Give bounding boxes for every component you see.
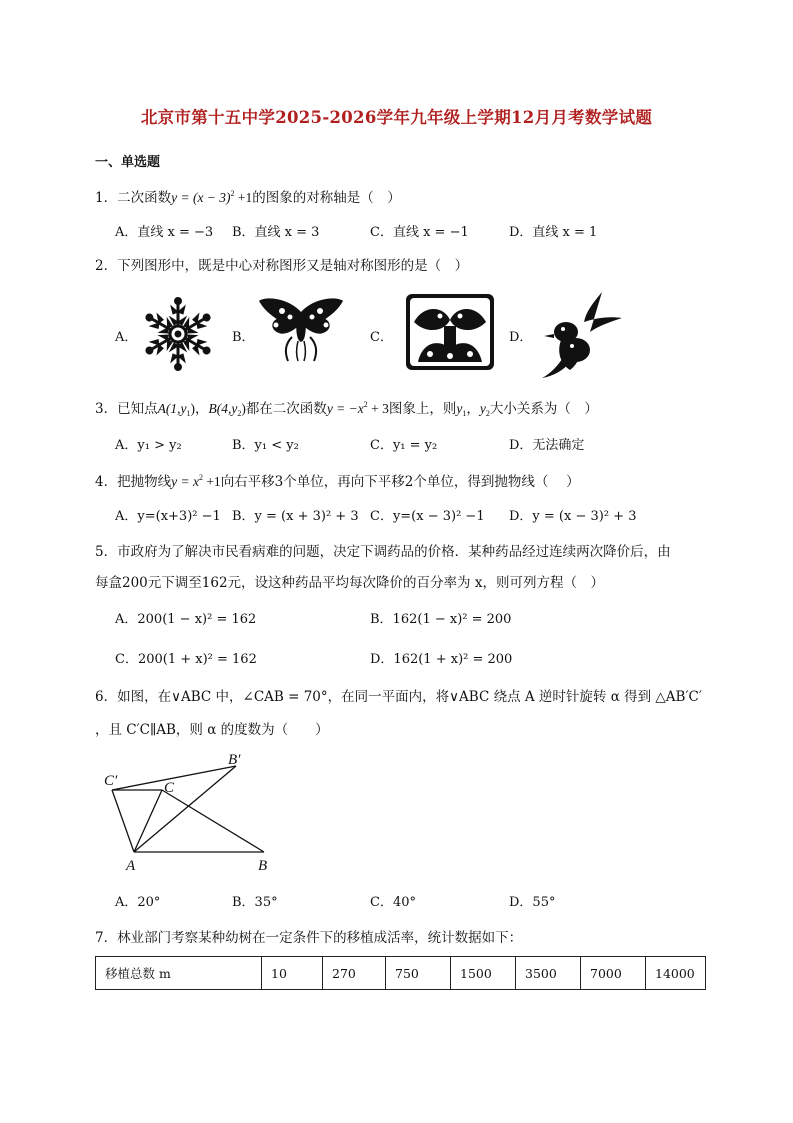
segment-ac-prime	[112, 790, 134, 852]
q1-option-d[interactable]: D．直线 x = 1	[509, 225, 598, 240]
q3-sep: ，	[466, 401, 480, 417]
table-row	[96, 957, 706, 990]
q3-option-c[interactable]: C．y₁ = y₂	[370, 438, 438, 453]
q3-point-b-sub: 2	[237, 409, 242, 418]
q3-then: 图象上，则	[388, 401, 457, 417]
q1-prefix: 1．二次函数	[95, 190, 172, 206]
table-header-cell: 移植总数 m	[96, 957, 262, 990]
q1-suffix: 的图象的对称轴是（ ）	[252, 190, 401, 206]
q3-exponent: 2	[363, 400, 368, 409]
q4-option-d[interactable]: D．y = (x − 3)² + 3	[509, 509, 637, 524]
q3-equation-tail: + 3	[367, 401, 389, 416]
question-3: 3．已知点$A(1,y_1)$，$B(4,y_2)$都在二次函数$y = -x^2 + 3$图象上，则$y_1$，$y_2$大小关系为（ ）	[95, 400, 598, 418]
q3-y2-sub: 2	[485, 409, 490, 418]
q2-option-d[interactable]: D．	[509, 330, 533, 345]
question-1	[95, 186, 401, 206]
question-5-line-1: 5．市政府为了解决市民看病难的问题，决定下调药品的价格．某种药品经过连续两次降价后，由	[95, 544, 671, 560]
q3-equation: y = −x	[326, 401, 364, 416]
q1-equation-tail: +1	[234, 190, 253, 205]
q4-option-b[interactable]: B．y = (x + 3)² + 3	[232, 509, 359, 524]
q3-middle: 都在二次函数	[245, 401, 327, 417]
section-heading: 一、单选题	[95, 155, 161, 170]
label-a: A	[126, 858, 136, 874]
q4-option-c[interactable]: C．y=(x − 3)² −1	[370, 509, 485, 524]
q6-option-b[interactable]: B．35°	[232, 895, 278, 910]
butterfly-papercut-image	[258, 295, 344, 367]
q3-option-a[interactable]: A．y₁ > y₂	[115, 438, 182, 453]
q6-option-a[interactable]: A．20°	[115, 895, 161, 910]
table-cell: 1500	[451, 957, 516, 990]
q1-option-c[interactable]: C．直线 x = −1	[370, 225, 469, 240]
label-c: C	[164, 780, 175, 796]
label-b-prime: B′	[228, 752, 241, 768]
q3-option-b[interactable]: B．y₁ < y₂	[232, 438, 299, 453]
survival-rate-table	[95, 956, 706, 990]
table-cell: 7000	[581, 957, 646, 990]
q4-equation-tail: +1	[202, 474, 221, 489]
q4-exponent: 2	[198, 473, 203, 482]
q6-option-c[interactable]: C．40°	[370, 895, 416, 910]
q3-prefix: 3．已知点	[95, 401, 158, 417]
q3-y1-sub: 1	[462, 409, 467, 418]
segment-ab-prime	[134, 766, 236, 852]
question-7: 7．林业部门考察某种幼树在一定条件下的移植成活率，统计数据如下：	[95, 930, 523, 946]
q2-option-b[interactable]: B．	[232, 330, 255, 345]
q5-option-a[interactable]: A．200(1 − x)² = 162	[115, 612, 257, 627]
q4-suffix: 向右平移3个单位，再向下平移2个单位，得到抛物线（ ）	[220, 474, 580, 490]
twin-fish-papercut-image	[404, 292, 496, 372]
q4-option-a[interactable]: A．y=(x+3)² −1	[115, 509, 221, 524]
table-cell: 10	[262, 957, 323, 990]
table-cell: 750	[386, 957, 451, 990]
q1-equation: y = (x − 3)	[171, 190, 231, 205]
question-6-line-2: ，且 C′C∥AB，则 α 的度数为（ ）	[95, 722, 329, 738]
q5-option-d[interactable]: D．162(1 + x)² = 200	[370, 652, 513, 667]
q4-equation: y = x	[171, 474, 199, 489]
q2-option-c[interactable]: C．	[370, 330, 393, 345]
q1-option-a[interactable]: A．直线 x = −3	[115, 225, 214, 240]
q3-y2: y	[479, 401, 486, 416]
q4-prefix: 4．把抛物线	[95, 474, 172, 490]
q3-point-b: B(4,y	[208, 401, 238, 416]
question-6-line-1: 6．如图，在∨ABC 中，∠CAB = 70°，在同一平面内，将∨ABC 绕点 A 逆时针旋转 α 得到 △AB′C′	[95, 689, 702, 705]
page-title: 北京市第十五中学2025-2026学年九年级上学期12月月考数学试题	[140, 108, 653, 127]
q3-point-a: A(1,y	[157, 401, 187, 416]
q3-comma: ，	[194, 401, 209, 417]
q5-option-c[interactable]: C．200(1 + x)² = 162	[115, 652, 257, 667]
table-cell: 3500	[516, 957, 581, 990]
q1-option-b[interactable]: B．直线 x = 3	[232, 225, 320, 240]
question-4	[95, 470, 580, 490]
label-c-prime: C′	[104, 773, 118, 789]
q6-option-d[interactable]: D．55°	[509, 895, 556, 910]
segment-ac	[134, 790, 162, 852]
question-2: 2．下列图形中，既是中心对称图形又是轴对称图形的是（ ）	[95, 258, 469, 274]
q3-point-a-sub: 1	[186, 409, 191, 418]
q5-option-b[interactable]: B．162(1 − x)² = 200	[370, 612, 512, 627]
swallows-papercut-image	[536, 290, 626, 380]
segment-cb	[162, 790, 264, 852]
question-5-line-2: 每盒200元下调至162元，设这种药品平均每次降价的百分率为 x，则可列方程（ ）	[95, 575, 604, 591]
table-cell: 270	[323, 957, 386, 990]
q3-option-d[interactable]: D．无法确定	[509, 438, 585, 453]
q3-suffix: 大小关系为（ ）	[489, 401, 598, 417]
table-cell: 14000	[646, 957, 706, 990]
rotation-diagram	[98, 748, 278, 876]
q3-y1: y	[456, 401, 463, 416]
label-b: B	[258, 858, 268, 874]
q2-option-a[interactable]: A．	[115, 330, 138, 345]
snowflake-papercut-image	[140, 296, 216, 372]
q1-exponent: 2	[230, 189, 235, 198]
